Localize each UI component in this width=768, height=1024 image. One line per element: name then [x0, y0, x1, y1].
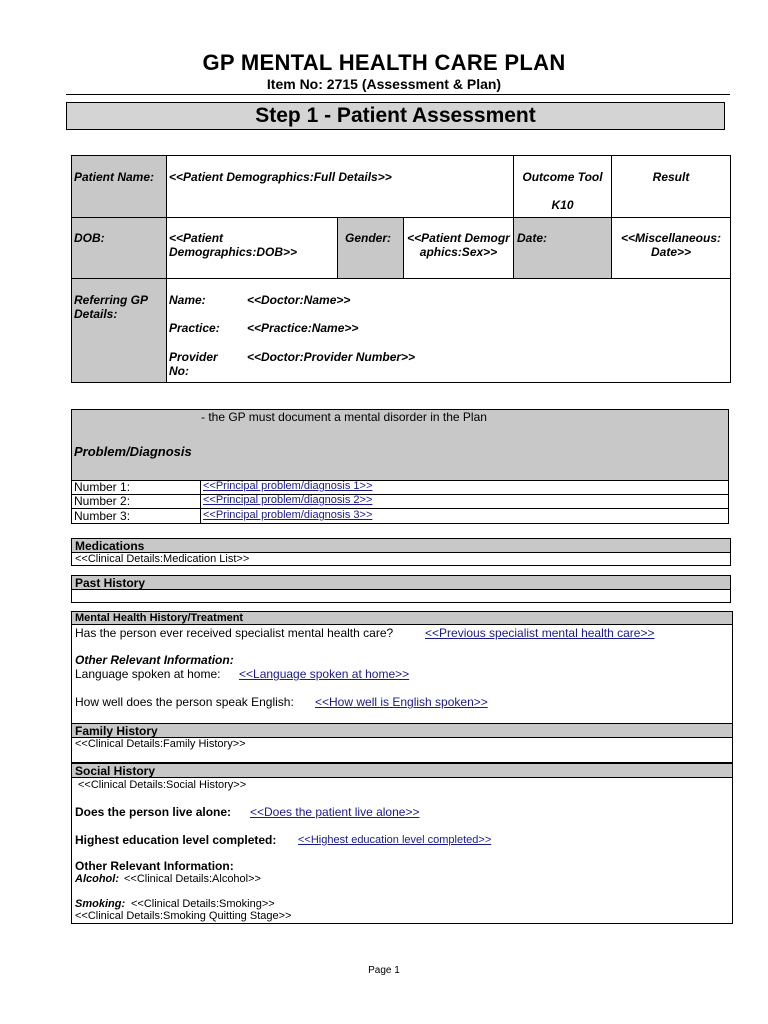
problem-row-label: Number 3: [74, 509, 131, 523]
education-label: Highest education level completed: [75, 833, 277, 847]
gender-value: <<Patient Demographics:Sex>> [407, 231, 510, 259]
result-label: Result [652, 170, 690, 184]
past-history-value [71, 589, 731, 603]
practice-label: Practice: [169, 321, 220, 335]
doctor-name-label: Name: [169, 293, 206, 307]
smoking-label: Smoking: [75, 898, 126, 910]
dob-label: DOB: [74, 231, 105, 245]
education-value[interactable]: <<Highest education level completed>> [298, 834, 492, 846]
practice-value: <<Practice:Name>> [247, 321, 359, 335]
grid-line [200, 480, 201, 524]
date-label: Date: [517, 231, 548, 245]
problem-row [71, 480, 729, 495]
patient-name-label-cell [72, 156, 166, 217]
live-alone-label: Does the person live alone: [75, 805, 232, 819]
problem-note: - the GP must document a mental disorder in the Plan [201, 410, 487, 424]
item-number: Item No: 2715 (Assessment & Plan) [266, 76, 502, 92]
problem-row-value[interactable]: <<Principal problem/diagnosis 2>> [203, 494, 373, 506]
specialist-care-question: Has the person ever received specialist mental health care? [75, 626, 394, 640]
header-divider [66, 94, 730, 95]
step-heading: Step 1 - Patient Assessment [66, 102, 725, 130]
language-question: Language spoken at home: [75, 667, 221, 681]
doctor-name-value: <<Doctor:Name>> [247, 293, 351, 307]
live-alone-value[interactable]: <<Does the patient live alone>> [250, 805, 420, 819]
english-question: How well does the person speak English: [75, 695, 294, 709]
english-value[interactable]: <<How well is English spoken>> [315, 695, 488, 709]
alcohol-label: Alcohol: [75, 873, 119, 885]
page-number: Page 1 [368, 965, 400, 976]
outcome-tool-label: Outcome Tool [522, 170, 603, 184]
language-value[interactable]: <<Language spoken at home>> [239, 667, 410, 681]
patient-name-label: Patient Name: [74, 170, 155, 184]
other-info-heading: Other Relevant Information: [75, 653, 234, 667]
provider-no-label: Provider No: [169, 350, 218, 378]
mental-health-heading: Mental Health History/Treatment [71, 611, 733, 625]
gender-label: Gender: [345, 231, 392, 245]
social-other-heading: Other Relevant Information: [75, 859, 234, 873]
referring-gp-label: Referring GP Details: [74, 293, 148, 321]
dob-label-cell [72, 218, 166, 278]
date-value: <<Miscellaneous: Date>> [620, 231, 722, 259]
provider-no-value: <<Doctor:Provider Number>> [247, 350, 416, 364]
specialist-care-value[interactable]: <<Previous specialist mental health care>> [425, 626, 655, 640]
problem-row-label: Number 1: [74, 480, 131, 494]
grid-line [337, 217, 338, 278]
smoking-value: <<Clinical Details:Smoking>> [131, 898, 275, 910]
gender-label-cell [338, 218, 403, 278]
past-history-heading: Past History [71, 575, 731, 590]
problem-heading: Problem/Diagnosis [74, 444, 192, 459]
date-label-cell [514, 218, 611, 278]
alcohol-value: <<Clinical Details:Alcohol>> [124, 873, 261, 885]
grid-line [71, 278, 731, 279]
family-history-value: <<Clinical Details:Family History>> [75, 738, 246, 750]
patient-name-value: <<Patient Demographics:Full Details>> [169, 170, 392, 184]
grid-line [166, 155, 167, 383]
medications-heading: Medications [71, 538, 731, 553]
page-title: GP MENTAL HEALTH CARE PLAN [202, 50, 566, 75]
social-history-value: <<Clinical Details:Social History>> [78, 779, 247, 791]
problem-row [71, 494, 729, 509]
grid-line [71, 217, 731, 218]
social-history-heading: Social History [71, 763, 733, 778]
outcome-tool-value: K10 [551, 198, 574, 212]
family-history-heading: Family History [71, 723, 733, 738]
medications-value: <<Clinical Details:Medication List>> [71, 552, 731, 566]
dob-value: <<Patient Demographics:DOB>> [169, 231, 298, 259]
problem-row-value[interactable]: <<Principal problem/diagnosis 1>> [203, 480, 373, 492]
problem-row [71, 508, 729, 524]
problem-row-value[interactable]: <<Principal problem/diagnosis 3>> [203, 509, 373, 521]
problem-row-label: Number 2: [74, 494, 131, 508]
quitting-stage-value: <<Clinical Details:Smoking Quitting Stage>> [75, 910, 292, 922]
